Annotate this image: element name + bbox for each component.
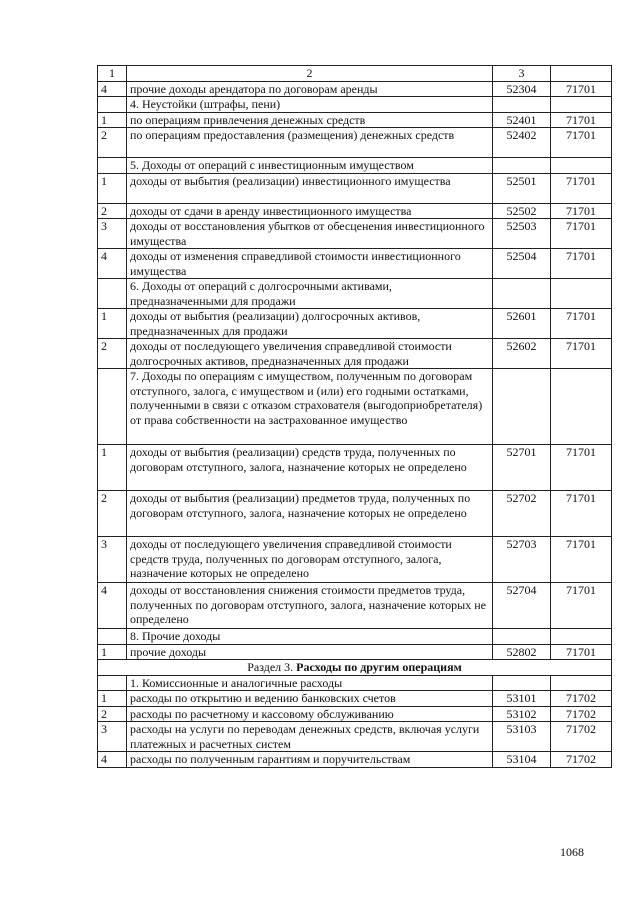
symbol-code-empty <box>551 369 612 445</box>
section-name: Расходы по другим операциям <box>296 660 462 674</box>
row-description: расходы по открытию и ведению банковских счетов <box>127 691 493 707</box>
row-description: доходы от выбытия (реализации) средств труда, полученных по договорам отступного, залога, назначение которых не определено <box>127 445 493 491</box>
row-number-empty <box>98 369 127 445</box>
table-row <box>98 644 612 660</box>
symbol-code-empty <box>551 629 612 645</box>
symbol-code: 71701 <box>551 112 612 128</box>
header-row <box>98 66 612 82</box>
row-number: 2 <box>98 491 127 537</box>
table-row <box>98 583 612 629</box>
row-description: прочие доходы <box>127 644 493 660</box>
symbol-code: 71701 <box>551 339 612 369</box>
row-number: 4 <box>98 583 127 629</box>
row-number: 2 <box>98 339 127 369</box>
row-number: 4 <box>98 81 127 97</box>
table-row <box>98 537 612 583</box>
symbol-code: 71702 <box>551 752 612 768</box>
table-row <box>98 219 612 249</box>
table-row <box>98 203 612 219</box>
table-row <box>98 691 612 707</box>
symbol-code-empty <box>551 279 612 309</box>
row-number: 1 <box>98 445 127 491</box>
symbol-code: 71701 <box>551 203 612 219</box>
symbol-code: 71701 <box>551 309 612 339</box>
row-description: по операциям привлечения денежных средств <box>127 112 493 128</box>
row-number: 2 <box>98 203 127 219</box>
table-row <box>98 445 612 491</box>
table-row <box>98 491 612 537</box>
account-code: 52402 <box>493 128 551 158</box>
account-code: 52401 <box>493 112 551 128</box>
row-number: 2 <box>98 128 127 158</box>
symbol-code: 71701 <box>551 249 612 279</box>
row-number: 4 <box>98 752 127 768</box>
header-cell-2: 2 <box>127 66 493 82</box>
section-header-row <box>98 660 612 676</box>
group-title: 5. Доходы от операций с инвестиционным имуществом <box>127 158 493 174</box>
table-row <box>98 173 612 203</box>
group-title: 6. Доходы от операций с долгосрочными активами, предназначенными для продажи <box>127 279 493 309</box>
row-description: доходы от изменения справедливой стоимости инвестиционного имущества <box>127 249 493 279</box>
account-code: 53102 <box>493 706 551 722</box>
row-number-empty <box>98 675 127 691</box>
symbol-code-empty <box>551 675 612 691</box>
group-header-row <box>98 675 612 691</box>
row-description: прочие доходы арендатора по договорам аренды <box>127 81 493 97</box>
symbol-code: 71701 <box>551 583 612 629</box>
account-code: 52304 <box>493 81 551 97</box>
table-row <box>98 128 612 158</box>
group-header-row <box>98 97 612 113</box>
account-code-empty <box>493 158 551 174</box>
symbol-code: 71701 <box>551 537 612 583</box>
group-title: 8. Прочие доходы <box>127 629 493 645</box>
account-code-empty <box>493 629 551 645</box>
symbol-code: 71701 <box>551 81 612 97</box>
account-code: 52502 <box>493 203 551 219</box>
account-code: 52503 <box>493 219 551 249</box>
group-header-row <box>98 369 612 445</box>
row-description: расходы на услуги по переводам денежных средств, включая услуги платежных и расчетных систем <box>127 722 493 752</box>
table-row <box>98 309 612 339</box>
symbol-code-empty <box>551 158 612 174</box>
table-row <box>98 112 612 128</box>
symbol-code: 71701 <box>551 219 612 249</box>
symbol-code-empty <box>551 97 612 113</box>
row-description: доходы от выбытия (реализации) инвестиционного имущества <box>127 173 493 203</box>
account-code-empty <box>493 97 551 113</box>
group-title: 4. Неустойки (штрафы, пени) <box>127 97 493 113</box>
row-description: доходы от восстановления убытков от обесценения инвестиционного имущества <box>127 219 493 249</box>
row-number-empty <box>98 158 127 174</box>
account-code: 52703 <box>493 537 551 583</box>
row-description: доходы от восстановления снижения стоимости предметов труда, полученных по договорам отступного, залога, назначение которых не определено <box>127 583 493 629</box>
row-number: 2 <box>98 706 127 722</box>
section-prefix: Раздел 3. <box>247 660 297 674</box>
account-code-empty <box>493 279 551 309</box>
account-code: 53101 <box>493 691 551 707</box>
row-description: доходы от последующего увеличения справедливой стоимости средств труда, полученных по договорам отступного, залога, назначение которых не определено <box>127 537 493 583</box>
account-code: 52504 <box>493 249 551 279</box>
account-code: 52802 <box>493 644 551 660</box>
row-number: 1 <box>98 309 127 339</box>
account-code: 52702 <box>493 491 551 537</box>
table-row <box>98 752 612 768</box>
header-cell-1: 1 <box>98 66 127 82</box>
row-number-empty <box>98 629 127 645</box>
account-code: 53104 <box>493 752 551 768</box>
account-code: 52601 <box>493 309 551 339</box>
row-number: 3 <box>98 537 127 583</box>
group-header-row <box>98 279 612 309</box>
symbol-code: 71701 <box>551 173 612 203</box>
account-code: 52501 <box>493 173 551 203</box>
accounts-table <box>97 65 612 768</box>
page-number: 1068 <box>560 845 584 859</box>
account-code-empty <box>493 675 551 691</box>
header-cell-4 <box>551 66 612 82</box>
group-header-row <box>98 158 612 174</box>
symbol-code: 71701 <box>551 128 612 158</box>
symbol-code: 71701 <box>551 644 612 660</box>
table-row <box>98 706 612 722</box>
account-code-empty <box>493 369 551 445</box>
row-description: расходы по полученным гарантиям и поручительствам <box>127 752 493 768</box>
account-code: 52602 <box>493 339 551 369</box>
symbol-code: 71702 <box>551 706 612 722</box>
row-description: доходы от сдачи в аренду инвестиционного имущества <box>127 203 493 219</box>
row-number: 4 <box>98 249 127 279</box>
table-row <box>98 722 612 752</box>
table-row <box>98 249 612 279</box>
row-description: доходы от выбытия (реализации) предметов труда, полученных по договорам отступного, залога, назначение которых не определено <box>127 491 493 537</box>
row-number: 1 <box>98 691 127 707</box>
row-number-empty <box>98 279 127 309</box>
table-body <box>98 66 612 768</box>
group-title: 1. Комиссионные и аналогичные расходы <box>127 675 493 691</box>
symbol-code: 71702 <box>551 722 612 752</box>
row-description: расходы по расчетному и кассовому обслуживанию <box>127 706 493 722</box>
row-number: 3 <box>98 722 127 752</box>
table-row <box>98 339 612 369</box>
row-description: доходы от выбытия (реализации) долгосрочных активов, предназначенных для продажи <box>127 309 493 339</box>
row-description: по операциям предоставления (размещения) денежных средств <box>127 128 493 158</box>
section-title <box>98 660 612 676</box>
row-number-empty <box>98 97 127 113</box>
account-code: 52701 <box>493 445 551 491</box>
symbol-code: 71701 <box>551 445 612 491</box>
symbol-code: 71701 <box>551 491 612 537</box>
account-code: 52704 <box>493 583 551 629</box>
row-number: 1 <box>98 644 127 660</box>
group-header-row <box>98 629 612 645</box>
row-number: 3 <box>98 219 127 249</box>
header-cell-3: 3 <box>493 66 551 82</box>
account-code: 53103 <box>493 722 551 752</box>
group-title: 7. Доходы по операциям с имуществом, полученным по договорам отступного, залога, с имуществом и (или) его годными остатками, полученными в связи с отказом страхователя (выгодоприобретателя) от права собственности на застрахованное имущество <box>127 369 493 445</box>
row-number: 1 <box>98 112 127 128</box>
row-number: 1 <box>98 173 127 203</box>
table-row <box>98 81 612 97</box>
symbol-code: 71702 <box>551 691 612 707</box>
row-description: доходы от последующего увеличения справедливой стоимости долгосрочных активов, предназначенных для продажи <box>127 339 493 369</box>
